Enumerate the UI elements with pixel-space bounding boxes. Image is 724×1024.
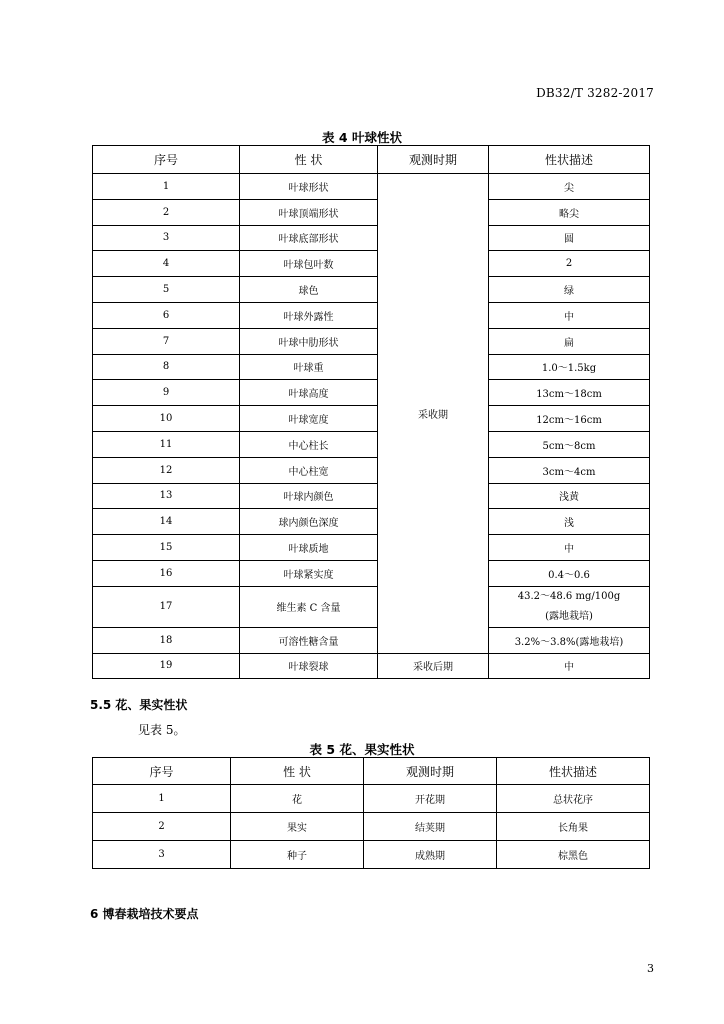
- table4-cell-no: 12: [93, 457, 240, 483]
- table4-row: [93, 302, 650, 328]
- table4-header-desc: 性状描述: [489, 146, 650, 174]
- table4-header-no: 序号: [93, 146, 240, 174]
- table5-header-period: 观测时期: [364, 758, 497, 785]
- table4-row: [93, 483, 650, 509]
- table4-header-row: [93, 146, 650, 174]
- table5-cell-period: 结荚期: [364, 813, 497, 841]
- table4-cell-period: 采收期: [378, 174, 489, 654]
- table4-cell-trait: 可溶性糖含量: [240, 627, 378, 653]
- table4-cell-no: 16: [93, 560, 240, 586]
- table4-cell-trait: 叶球外露性: [240, 302, 378, 328]
- table4-cell-no: 17: [93, 586, 240, 627]
- table5-row: [93, 785, 650, 813]
- table4-cell-period: 采收后期: [378, 653, 489, 679]
- table4-row: [93, 251, 650, 277]
- table4-row: [93, 535, 650, 561]
- table4-cell-no: 10: [93, 406, 240, 432]
- table4-cell-trait: 叶球宽度: [240, 406, 378, 432]
- table4-cell-no: 4: [93, 251, 240, 277]
- table4-cell-trait: 叶球顶端形状: [240, 199, 378, 225]
- table4-cell-desc: 13cm～18cm: [489, 380, 650, 406]
- table4-cell-trait: 叶球重: [240, 354, 378, 380]
- table4-cell-desc: 5cm～8cm: [489, 431, 650, 457]
- table4-cell-trait: 叶球底部形状: [240, 225, 378, 251]
- table4-cell-desc: 3cm～4cm: [489, 457, 650, 483]
- table4-cell-no: 2: [93, 199, 240, 225]
- table4-cell-trait: 叶球包叶数: [240, 251, 378, 277]
- table4-cell-no: 11: [93, 431, 240, 457]
- table4-cell-desc: 中: [489, 653, 650, 679]
- table4-cell-no: 18: [93, 627, 240, 653]
- table5-header-no: 序号: [93, 758, 231, 785]
- table4-cell-no: 8: [93, 354, 240, 380]
- table5: [92, 757, 650, 869]
- table4-cell-desc: 中: [489, 302, 650, 328]
- table4-row: [93, 174, 650, 200]
- table4-row: [93, 277, 650, 303]
- table4-cell-no: 14: [93, 509, 240, 535]
- table4-row: [93, 586, 650, 627]
- table4-header-trait: 性 状: [240, 146, 378, 174]
- table4-cell-desc: 绿: [489, 277, 650, 303]
- table4-cell-trait: 球内颜色深度: [240, 509, 378, 535]
- table5-cell-no: 3: [93, 841, 231, 869]
- table4-row: [93, 328, 650, 354]
- table4-cell-desc: 0.4～0.6: [489, 560, 650, 586]
- table5-header-row: [93, 758, 650, 785]
- table4-cell-desc: 扁: [489, 328, 650, 354]
- table4-cell-no: 7: [93, 328, 240, 354]
- table4-cell-trait: 叶球形状: [240, 174, 378, 200]
- table4-cell-desc: 浅黄: [489, 483, 650, 509]
- table4-cell-desc-line2: (露地栽培): [545, 610, 593, 622]
- table4-cell-desc: 12cm～16cm: [489, 406, 650, 432]
- table5-caption: 表 5 花、果实性状: [309, 742, 415, 757]
- table4-cell-trait: 球色: [240, 277, 378, 303]
- table4-cell-desc-line1: 43.2～48.6 mg/100g: [517, 590, 621, 602]
- table4-cell-trait: 中心柱长: [240, 431, 378, 457]
- page-number: 3: [647, 962, 654, 975]
- table4-cell-no: 6: [93, 302, 240, 328]
- table4-cell-desc: 2: [489, 251, 650, 277]
- table4-cell-desc: [489, 586, 650, 627]
- table4-row: [93, 457, 650, 483]
- table4-cell-no: 1: [93, 174, 240, 200]
- table4-row: [93, 509, 650, 535]
- table4-row: [93, 354, 650, 380]
- table4: [92, 145, 650, 679]
- table4-cell-desc: 3.2%～3.8%(露地栽培): [489, 627, 650, 653]
- table4-cell-desc: 尖: [489, 174, 650, 200]
- table5-row: [93, 813, 650, 841]
- table4-row: [93, 431, 650, 457]
- table4-row: [93, 199, 650, 225]
- table4-row: [93, 225, 650, 251]
- table4-cell-desc: 略尖: [489, 199, 650, 225]
- table4-cell-trait: 叶球高度: [240, 380, 378, 406]
- table4-cell-no: 19: [93, 653, 240, 679]
- table4-cell-no: 15: [93, 535, 240, 561]
- section-5-5-heading: 5.5 花、果实性状: [90, 698, 188, 712]
- table5-header-trait: 性 状: [231, 758, 364, 785]
- table4-cell-trait: 叶球内颜色: [240, 483, 378, 509]
- table5-cell-period: 成熟期: [364, 841, 497, 869]
- table5-cell-trait: 果实: [231, 813, 364, 841]
- table4-cell-trait: 中心柱宽: [240, 457, 378, 483]
- table5-cell-trait: 种子: [231, 841, 364, 869]
- table4-cell-trait: 叶球裂球: [240, 653, 378, 679]
- table4-row: [93, 653, 650, 679]
- table4-row: [93, 380, 650, 406]
- table5-cell-trait: 花: [231, 785, 364, 813]
- table4-cell-desc: 中: [489, 535, 650, 561]
- table4-row: [93, 406, 650, 432]
- table5-cell-no: 2: [93, 813, 231, 841]
- table4-caption: 表 4 叶球性状: [322, 130, 402, 145]
- table4-cell-trait: 叶球质地: [240, 535, 378, 561]
- table4-cell-trait: 维生素 C 含量: [240, 586, 378, 627]
- table4-cell-no: 13: [93, 483, 240, 509]
- table5-cell-period: 开花期: [364, 785, 497, 813]
- table5-header-desc: 性状描述: [497, 758, 650, 785]
- table4-header-period: 观测时期: [378, 146, 489, 174]
- table5-row: [93, 841, 650, 869]
- table4-cell-desc: 浅: [489, 509, 650, 535]
- table5-cell-desc: 长角果: [497, 813, 650, 841]
- table4-cell-trait: 叶球中肋形状: [240, 328, 378, 354]
- table4-row: [93, 627, 650, 653]
- table5-cell-desc: 棕黑色: [497, 841, 650, 869]
- table4-cell-no: 9: [93, 380, 240, 406]
- table5-cell-no: 1: [93, 785, 231, 813]
- table4-cell-desc: 圆: [489, 225, 650, 251]
- table5-cell-desc: 总状花序: [497, 785, 650, 813]
- table4-cell-no: 3: [93, 225, 240, 251]
- table4-row: [93, 560, 650, 586]
- section-6-heading: 6 博春栽培技术要点: [90, 907, 199, 921]
- section-5-5-text: 见表 5。: [138, 723, 186, 737]
- table4-cell-desc: 1.0～1.5kg: [489, 354, 650, 380]
- table4-cell-no: 5: [93, 277, 240, 303]
- standard-code: DB32/T 3282-2017: [536, 86, 654, 100]
- table4-cell-trait: 叶球紧实度: [240, 560, 378, 586]
